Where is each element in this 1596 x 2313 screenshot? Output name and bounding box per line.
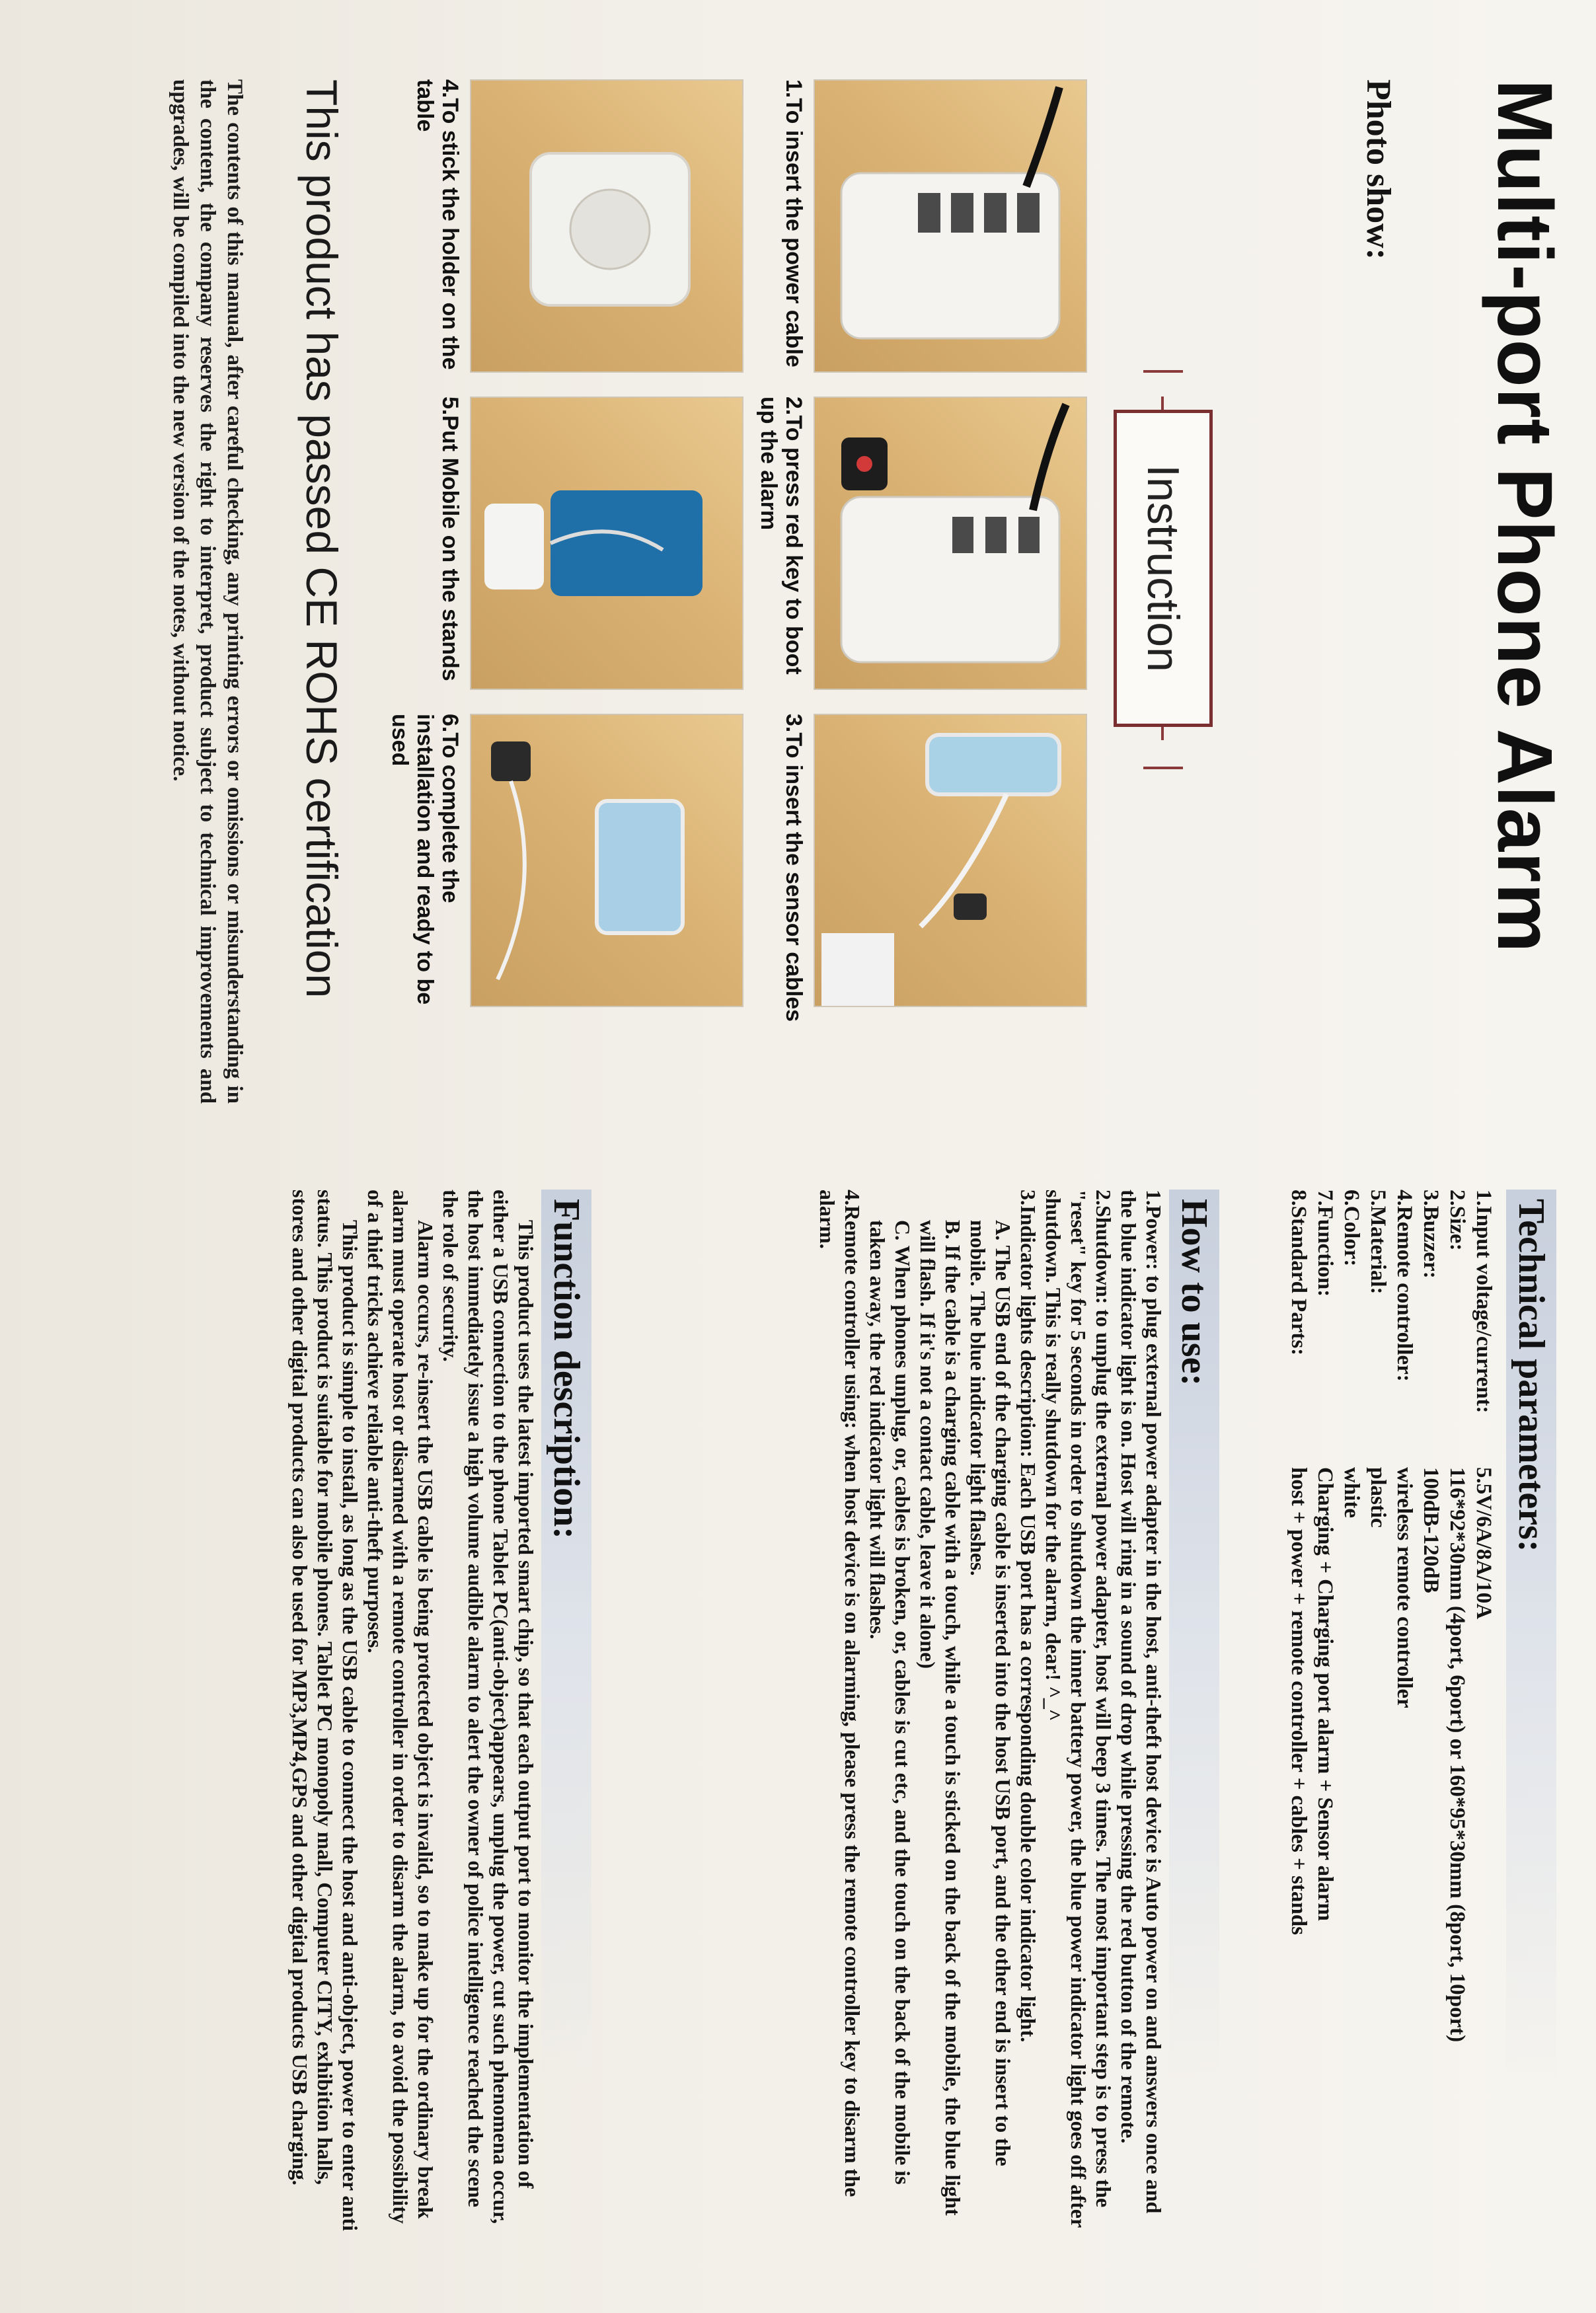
instruction-tick xyxy=(1143,370,1183,373)
param-value: Charging + Charging port alarm + Sensor alarm xyxy=(1313,1467,1337,1921)
function-paragraph: Alarm occurs, re-insert the USB cable is being protected object is invalid, so to make up for the ordinary break alarm must operate host or disarmed with a remote controller in order to disarm the alarm, to avoid the possibility of a thief tricks achieve reliable anti-theft purposes. xyxy=(363,1190,437,2224)
function-description-body xyxy=(287,1190,539,2234)
function-description-heading: Function description: xyxy=(541,1190,591,2088)
param-value: 100dB-120dB xyxy=(1419,1467,1443,1593)
step-caption-5: 5.Put Mobile on the stands xyxy=(437,397,463,681)
step-caption-2: 2.To press red key to boot up the alarm xyxy=(756,397,806,675)
page-title: Multi-port Phone Alarm xyxy=(1481,79,1568,954)
param-label: 7.Function: xyxy=(1313,1190,1337,1297)
notice-paragraph: The contents of this manual, after careful checking, any printing errors or omissions or misunderstanding in the content, the company reserves the right to interpret, product subject to technical improvements and upgrades, will be compiled into the new version of the notes, without notice. xyxy=(169,79,247,1104)
param-row xyxy=(1285,1190,1312,2148)
instruction-tick xyxy=(1143,767,1183,769)
how-to-use-item: 3.Indicator lights description: Each USB port has a corresponding double color indicator light. xyxy=(1016,1190,1040,2043)
param-label: 8.Standard Parts: xyxy=(1287,1190,1311,1356)
technical-parameters-list xyxy=(1285,1190,1497,2148)
param-label: 4.Remote controller: xyxy=(1392,1190,1416,1382)
param-row xyxy=(1391,1190,1418,2148)
param-label: 1.Input voltage/current: xyxy=(1472,1190,1496,1414)
param-value: 116*92*30mm (4port, 6port) or 160*95*30mm (8port, 10port) xyxy=(1445,1467,1469,2043)
instruction-box xyxy=(1114,410,1213,727)
how-to-use-item: 1.Power: to plug external power adapter in the host, anti-theft host device is Auto power on and answers once and the blue indicator light is on. Host will ring in a sound of drop while pressing the red button of the remote. xyxy=(1117,1190,1166,2214)
param-label: 5.Material: xyxy=(1366,1190,1390,1295)
function-paragraph: This product is simple to install, as long as the USB cable to connect the host and anti-object, power to enter anti status. This product is suitable for mobile phones. Tablet PC monopoly mall, Computer CITY, exhibition halls, stores and other digital products can also be used for MP3,MP4,GPS and other digital products USB charging. xyxy=(288,1190,362,2231)
instruction-label: Instruction xyxy=(1138,465,1188,672)
instruction-line-left xyxy=(1161,397,1164,410)
step-photo-4 xyxy=(470,79,743,373)
how-to-use-subitem: B. If the cable is a charging cable with a touch, while a touch is sticked on the back of the mobile, the blue light will flash. If it's not a contact cable, leave it alone) xyxy=(916,1220,965,2216)
param-value: white xyxy=(1340,1467,1363,1518)
step-caption-4: 4.To stick the holder on the table xyxy=(412,79,463,370)
how-to-use-subitem: A. The USB end of the charging cable is inserted into the host USB port, and the other end is insert to the mobile. The blue indicator light flashes. xyxy=(966,1220,1015,2166)
param-row xyxy=(1418,1190,1444,2148)
step-caption-6: 6.To complete the installation and ready to be used xyxy=(387,714,463,1005)
step-photo-2 xyxy=(814,397,1087,690)
how-to-use-item: 2.Shutdown: to unplug the external power adapter, host will beep 3 times. The most important step is to press the "reset" key for 5 seconds in order to shutdown the inner battery power, the blue power indicator light goes off after shutdown. This is really shutdown for the alarm, dear! ^_^ xyxy=(1042,1190,1116,2228)
param-label: 2.Size: xyxy=(1445,1190,1469,1251)
certification-statement: This product has passed CE ROHS certification xyxy=(297,79,346,999)
param-value: plastic xyxy=(1366,1467,1390,1528)
how-to-use-item: 4.Remote controller using: when host device is on alarming, please press the remote controller key to disarm the alarm. xyxy=(816,1190,864,2197)
instruction-line-right xyxy=(1161,727,1164,740)
how-to-use-list xyxy=(815,1190,1166,2234)
step-photo-5 xyxy=(470,397,743,690)
param-value: 5.5V/6A/8A/10A xyxy=(1472,1467,1496,1620)
param-label: 6.Color: xyxy=(1340,1190,1363,1267)
param-row xyxy=(1365,1190,1391,2148)
how-to-use-heading: How to use: xyxy=(1169,1190,1219,2088)
param-row xyxy=(1470,1190,1497,2148)
param-row xyxy=(1312,1190,1338,2148)
param-row xyxy=(1444,1190,1470,2148)
step-photo-6 xyxy=(470,714,743,1007)
step-caption-1: 1.To insert the power cable xyxy=(781,79,806,367)
param-row xyxy=(1338,1190,1365,2148)
step-photo-1 xyxy=(814,79,1087,373)
technical-parameters-heading: Technical parameters: xyxy=(1506,1190,1556,2088)
function-paragraph: This product uses the latest imported smart chip, so that each output port to monitor the implementation of either a USB connection to the phone Tablet PC(anti-object)appears, unplug the power, cut such phenomena occur, the host immediately issue a high volume audible alarm to alert the owner of police intelligence reached the scene the role of security. xyxy=(439,1190,538,2224)
photo-show-label: Photo show: xyxy=(1359,79,1397,260)
how-to-use-subitem: C. When phones unplug, or, cables is broken, or, cables is cut etc, and the touch on the back of the mobile is taken away, the red indicator light will flashes. xyxy=(866,1220,915,2185)
param-value: host + power + remote controller + cables + stands xyxy=(1287,1467,1311,1935)
step-caption-3: 3.To insert the sensor cables xyxy=(781,714,806,1022)
param-value: wireless remote controller xyxy=(1392,1467,1416,1708)
step-photo-3 xyxy=(814,714,1087,1007)
param-label: 3.Buzzer: xyxy=(1419,1190,1443,1279)
